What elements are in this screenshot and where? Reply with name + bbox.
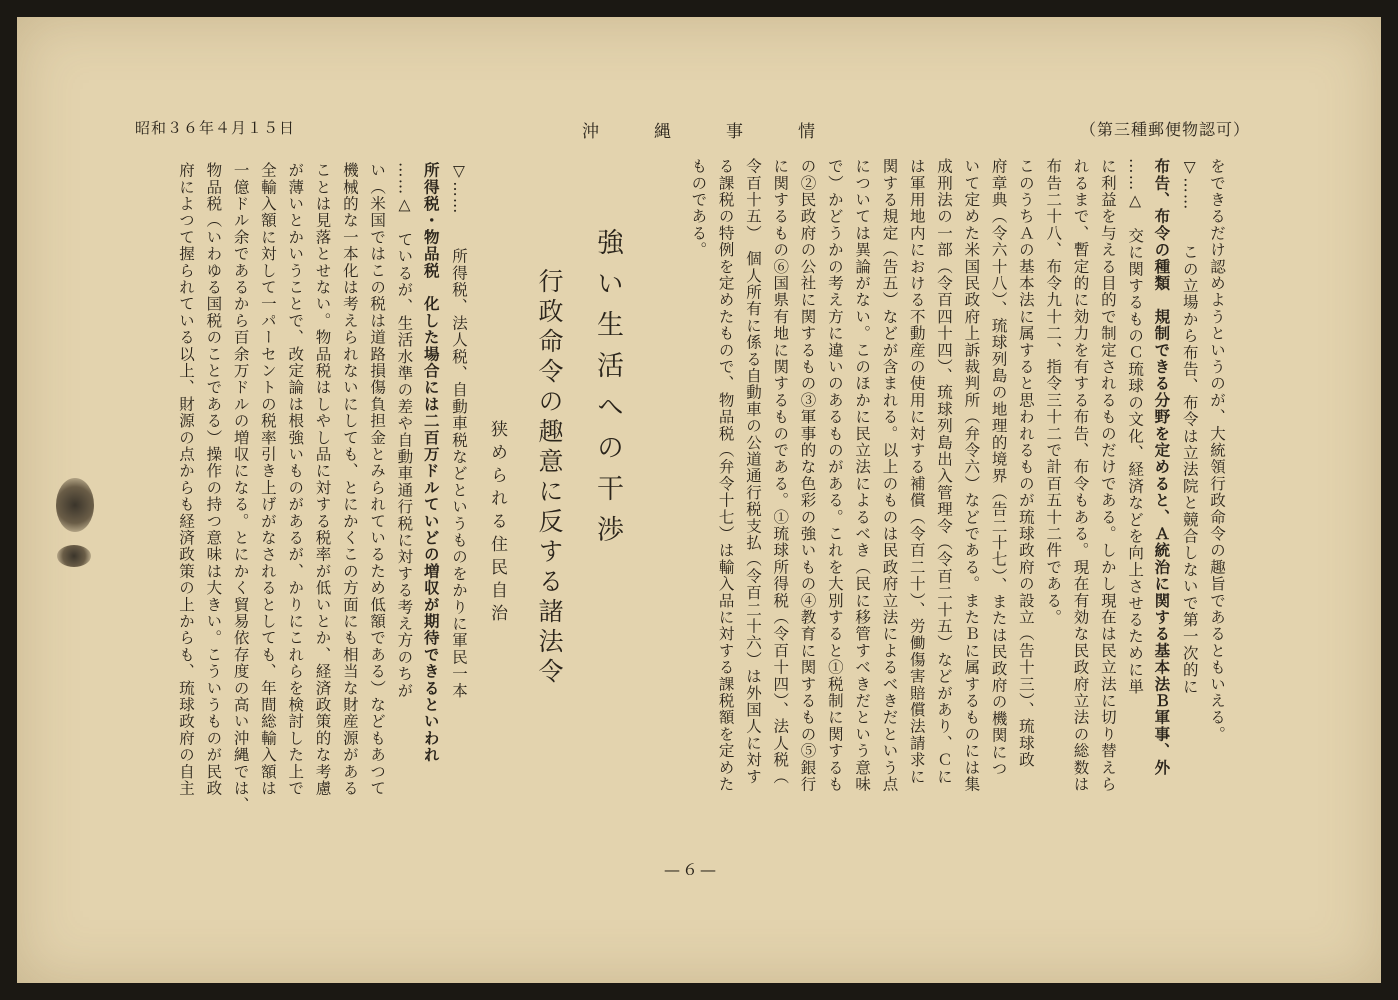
text-column: る課税の特例を定めたもので、物品税（弁令十七）は輸入品に対する課税額を定めた <box>716 158 735 793</box>
text-column: れるまで、暫定的に効力を有する布告、布令もある。現在有効な民政府立法の総数は <box>1071 158 1090 793</box>
text-column: ▽…… 所得税、法人税、自動車税などというものをかりに軍民一本 <box>450 162 468 699</box>
text-column: ことは見落とせない。物品税はしやし品に対する税率が低いとか、経済政策的な考慮 <box>313 162 332 797</box>
text-column: ……△ 交に関するものＣ琉球の文化、経済などを向上させるために単 <box>1126 158 1145 695</box>
main-headline: 強い生活への干渉 <box>592 228 623 556</box>
text-column: 一億ドル余であるから百余万ドルの増収になる。とにかく貿易依存度の高い沖縄では、 <box>231 162 250 814</box>
ink-stain <box>57 545 91 567</box>
section-heading-column: 所得税・物品税 化した場合には二百万ドルていどの増収が期待できるといわれ <box>421 162 441 764</box>
text-column: 全輸入額に対して一パーセントの税率引き上げがなされるとしても、年間総輸入額は <box>258 162 277 797</box>
text-column: 府章典（令六十八）、琉球列島の地理的境界（告二十七）、または民政府の機関につ <box>989 158 1008 778</box>
header-permit: （第三種郵便物認可） <box>1080 120 1251 139</box>
text-column: 関する規定（告五）などが含まれる。以上のものは民政府立法によるべきだという点 <box>880 158 899 793</box>
text-column: ▽…… この立場から布告、布令は立法院と競合しないで第一次的に <box>1180 158 1199 695</box>
text-column: に関するもの⑥国県有地に関するものである。①琉球所得税（令百十四）、法人税（ <box>771 158 790 785</box>
text-column: 布告二十八、布令九十二、指令三十二で計百五十二件である。 <box>1044 158 1063 626</box>
text-column: については異論がない。このほかに民立法によるべき（民に移管すべきだという意味 <box>853 158 872 793</box>
sub-headline: 行政命令の趣意に反する諸法令 <box>535 268 564 688</box>
text-column: 府によつて握られている以上、財源の点からも経済政策の上からも、琉球政府の自主 <box>177 162 196 797</box>
page-number: —６— <box>664 860 719 879</box>
right-article-body <box>652 158 1230 858</box>
text-column: 機械的な一本化は考えられないにしても、とにかくこの方面にも相当な財産源がある <box>340 162 359 797</box>
text-column: は軍用地内における不動産の使用に対する補償（令百二十）、労働傷害賠償法請求に <box>907 158 926 785</box>
left-article-body <box>140 162 472 858</box>
ink-stain <box>56 478 94 532</box>
text-column: 成刑法の一部（令百四十四）、琉球列島出入管理令（令百二十五）などがあり、Ｃに <box>935 158 954 785</box>
text-column: 物品税（いわゆる国税のことである）操作の持つ意味は大きい。こういうものが民政 <box>204 162 223 797</box>
text-column: の②民政府の公社に関するもの③軍事的な色彩の強いもの④教育に関するもの⑤銀行 <box>798 158 817 793</box>
text-column: ……△ ているが、生活水準の差や自動車通行税に対する考え方のちが <box>395 162 414 699</box>
text-column: いて定めた米国民政府上訴裁判所（弁令六）などである。またＢに属するものには集 <box>962 158 981 793</box>
header-title: 沖縄事情 <box>582 122 870 142</box>
text-column: に利益を与える目的で制定されるものだけである。しかし現在は民立法に切り替えら <box>1098 158 1117 793</box>
text-column: をできるだけ認めようというのが、大統領行政命令の趣旨であるともいえる。 <box>1208 158 1226 743</box>
deck-headline: 狭められる住民自治 <box>487 420 507 627</box>
text-column: 令百十五） 個人所有に係る自動車の公道通行税支払（令百二十六）は外国人に対す <box>743 158 762 785</box>
text-column: このうちＡの基本法に属すると思われるものが琉球政府の設立（告十三）、琉球政 <box>1016 158 1035 769</box>
text-column: ものである。 <box>689 158 708 259</box>
text-column: が薄いとかいうことで、改定論は根強いものがあるが、かりにこれらを検討した上で <box>286 162 305 797</box>
section-heading-column: 布告、布令の種類 規制できる分野を定めると、Ａ統治に関する基本法Ｂ軍事、外 <box>1152 158 1172 776</box>
header-date: 昭和３６年４月１５日 <box>135 119 296 137</box>
text-column: い（米国ではこの税は道路損傷負担金とみられているため低額である）などもあつて <box>368 162 387 797</box>
text-column: で）かどうかの考え方に違いのあるものがある。これを大別すると①税制に関するも <box>825 158 844 793</box>
